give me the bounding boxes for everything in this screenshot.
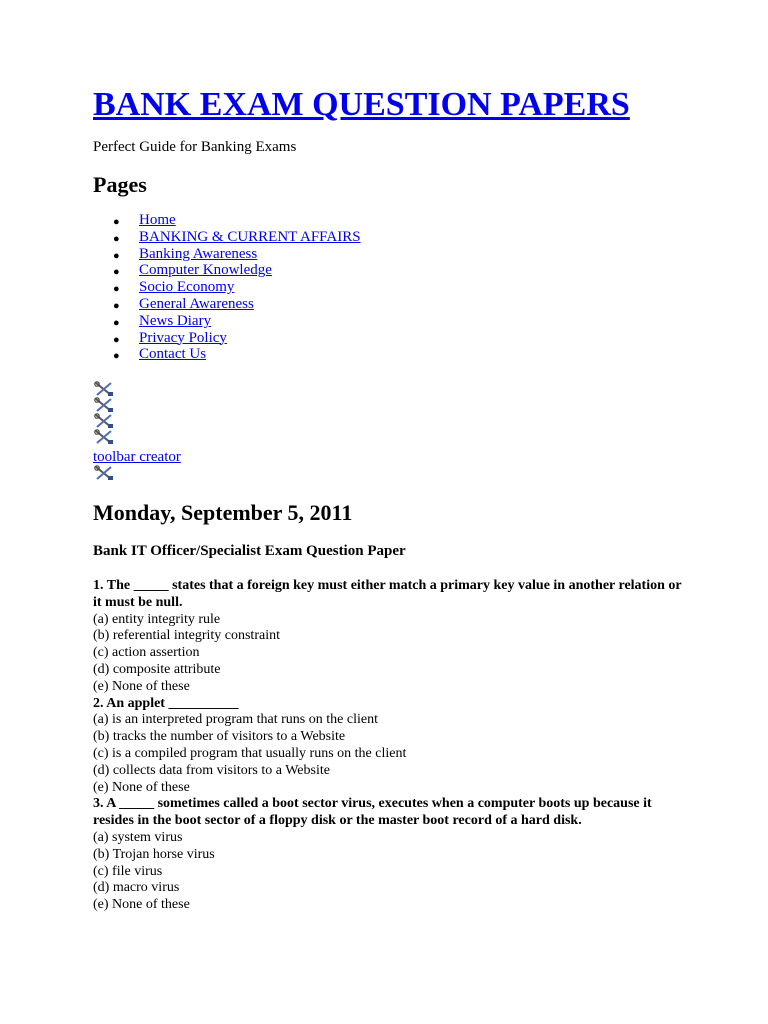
nav-link[interactable]: General Awareness bbox=[139, 295, 254, 312]
tools-icon[interactable] bbox=[93, 413, 115, 429]
pages-nav bbox=[93, 212, 361, 363]
answer-option: (b) tracks the number of visitors to a Website bbox=[93, 729, 346, 745]
bullet-icon: ● bbox=[113, 299, 120, 312]
bullet-icon: ● bbox=[113, 333, 120, 346]
question-text: 2. An applet __________ bbox=[93, 695, 239, 711]
site-title bbox=[93, 84, 630, 126]
question-text: 1. The _____ states that a foreign key must either match a primary key value in another relation or it must be null. bbox=[93, 578, 682, 610]
answer-option: (a) is an interpreted program that runs on the client bbox=[93, 712, 378, 728]
nav-item bbox=[93, 246, 361, 263]
nav-link[interactable]: Home bbox=[139, 212, 176, 228]
answer-option: (c) action assertion bbox=[93, 645, 200, 661]
answer-option: (e) None of these bbox=[93, 779, 190, 795]
nav-link[interactable]: Banking Awareness bbox=[139, 245, 258, 262]
answer-option: (e) None of these bbox=[93, 897, 190, 913]
answer-option: (e) None of these bbox=[93, 678, 190, 694]
nav-item bbox=[93, 212, 361, 229]
answer-option: (d) macro virus bbox=[93, 880, 180, 896]
post-title: Bank IT Officer/Specialist Exam Question Paper bbox=[93, 543, 406, 559]
answer-option: (d) collects data from visitors to a Website bbox=[93, 762, 330, 778]
nav-item bbox=[93, 330, 361, 347]
nav-item bbox=[93, 296, 361, 313]
bullet-icon: ● bbox=[113, 283, 120, 296]
nav-item bbox=[93, 313, 361, 330]
site-title-link[interactable]: BANK EXAM QUESTION PAPERS bbox=[93, 86, 630, 123]
question-list bbox=[93, 578, 693, 914]
nav-item bbox=[93, 346, 361, 363]
toolbar-icons bbox=[93, 381, 115, 445]
tools-icon[interactable] bbox=[93, 429, 115, 445]
tools-icon[interactable] bbox=[93, 381, 115, 397]
bullet-icon: ● bbox=[113, 232, 120, 245]
tools-icon bbox=[93, 465, 115, 481]
answer-option: (b) referential integrity constraint bbox=[93, 628, 280, 644]
toolbar-creator bbox=[93, 448, 181, 466]
bullet-icon: ● bbox=[113, 249, 120, 262]
question-text: 3. A _____ sometimes called a boot sector virus, executes when a computer boots up because it resides in the boot sector of a floppy disk or the master boot record of a hard disk. bbox=[93, 796, 652, 829]
answer-option: (c) is a compiled program that usually runs on the client bbox=[93, 745, 407, 761]
bullet-icon: ● bbox=[113, 266, 120, 279]
question-block bbox=[93, 696, 693, 797]
site-tagline: Perfect Guide for Banking Exams bbox=[93, 139, 297, 155]
nav-link[interactable]: Computer Knowledge bbox=[139, 262, 272, 279]
nav-link[interactable]: Privacy Policy bbox=[139, 329, 227, 346]
answer-option: (c) file virus bbox=[93, 863, 163, 879]
nav-item bbox=[93, 279, 361, 296]
question-block bbox=[93, 796, 693, 914]
post-date: Monday, September 5, 2011 bbox=[93, 500, 353, 525]
nav-link[interactable]: Socio Economy bbox=[139, 279, 235, 296]
bullet-icon: ● bbox=[113, 350, 120, 363]
nav-item bbox=[93, 229, 361, 246]
pages-heading: Pages bbox=[93, 172, 147, 197]
answer-option: (a) entity integrity rule bbox=[93, 611, 221, 627]
nav-link[interactable]: BANKING & CURRENT AFFAIRS bbox=[139, 228, 361, 245]
tools-icon[interactable] bbox=[93, 397, 115, 413]
answer-option: (d) composite attribute bbox=[93, 661, 221, 677]
question-block bbox=[93, 578, 693, 696]
toolbar-creator-link[interactable]: toolbar creator bbox=[93, 449, 181, 465]
nav-link[interactable]: News Diary bbox=[139, 312, 212, 329]
nav-link[interactable]: Contact Us bbox=[139, 346, 207, 363]
bullet-icon: ● bbox=[113, 316, 120, 329]
answer-option: (b) Trojan horse virus bbox=[93, 846, 215, 862]
nav-item bbox=[93, 262, 361, 279]
answer-option: (a) system virus bbox=[93, 829, 183, 845]
bullet-icon: ● bbox=[113, 216, 120, 228]
